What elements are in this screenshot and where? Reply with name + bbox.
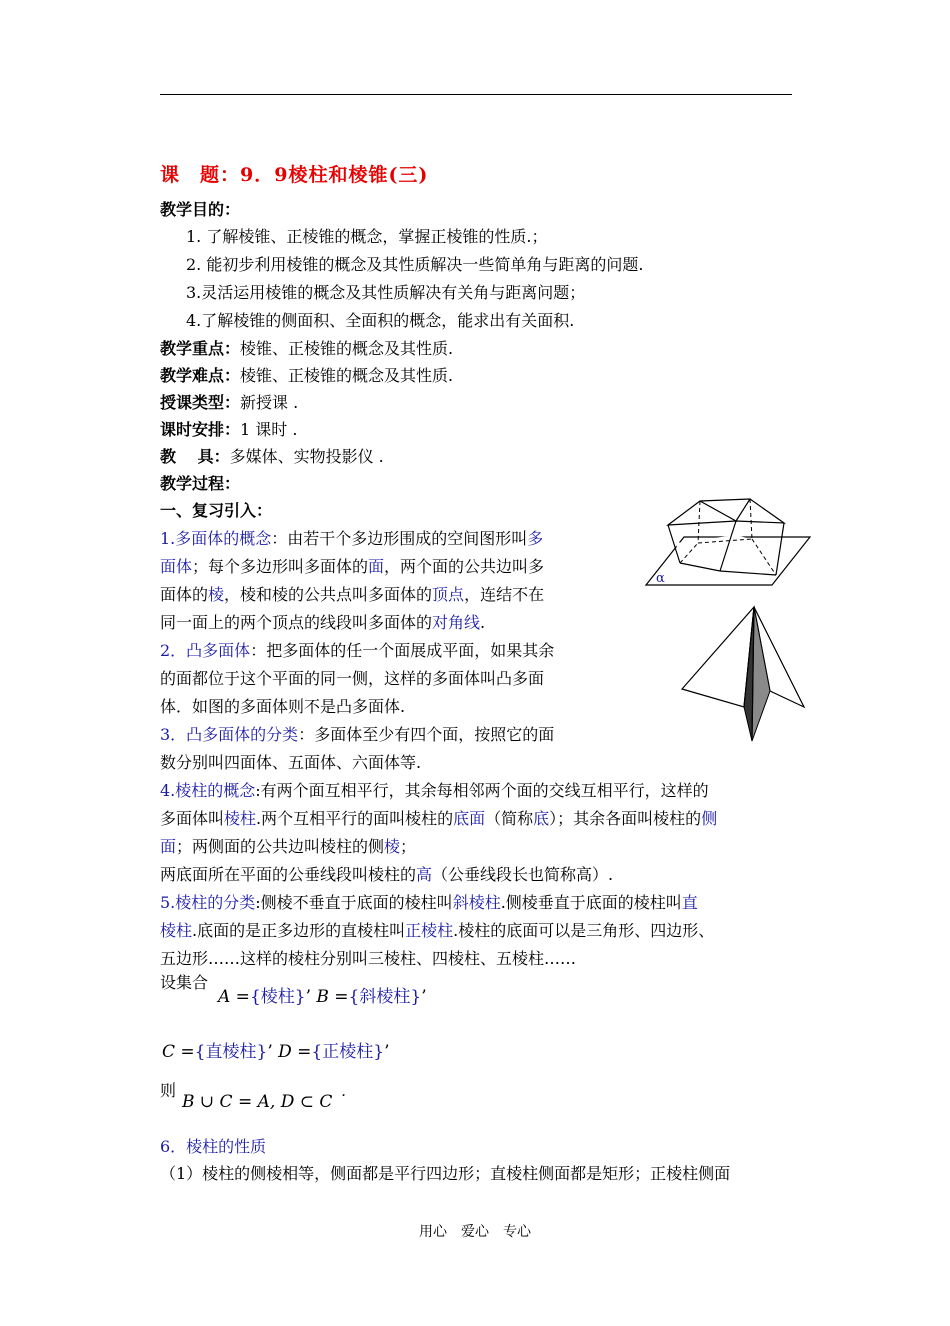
p4-text-2e: （简称 [485, 809, 534, 828]
process [160, 474, 240, 494]
set-C-D-expression: C ={直棱柱}’ D ={正棱柱}’ [162, 1042, 390, 1062]
p4-text-3d: ； [400, 837, 417, 856]
header-rule [160, 94, 792, 95]
page-footer: 用心 爱心 专心 [419, 1224, 531, 1240]
p2-line-1 [160, 641, 554, 661]
p5-term-oblique: 斜棱柱 [452, 893, 501, 912]
difficulty-label: 教学难点： [160, 366, 241, 385]
plane-label: α [656, 571, 665, 586]
teaching-aids-value: 多媒体、实物投影仪 . [229, 447, 384, 466]
p5-head: 5.棱柱的分类 [160, 893, 256, 912]
p4-text-3b: ；两侧面的公共边叫棱柱的侧 [176, 837, 385, 856]
p3-head: 3．凸多面体的分类 [160, 725, 299, 744]
schedule-label: 课时安排： [160, 420, 241, 439]
teaching-aids [160, 447, 384, 467]
p1-line-4 [160, 613, 485, 633]
then-label: 则 [160, 1081, 177, 1100]
p6-line-1: （1）棱柱的侧棱相等，侧面都是平行四边形；直棱柱侧面都是矩形；正棱柱侧面 [160, 1164, 731, 1183]
goal-item-1: 1. 了解棱锥、正棱锥的概念，掌握正棱锥的性质.； [186, 227, 548, 246]
p1-term-edge: 棱 [208, 585, 225, 604]
set-A-symbol: A [218, 987, 231, 1007]
p4-text-2c: .两个互相平行的面叫棱柱的 [256, 809, 454, 828]
p5-text-2b: .底面的是正多边形的直棱柱叫 [192, 921, 406, 940]
set-D-content: {正棱柱} [311, 1042, 385, 1062]
set-relation-text: B ∪ C = A, D ⊂ C [182, 1092, 333, 1112]
p1-text-3c: ，棱和棱的公共点叫多面体的 [224, 585, 433, 604]
goal-item-4: 4.了解棱锥的侧面积、全面积的概念，能求出有关面积. [186, 311, 575, 330]
goal-item-3: 3.灵活运用棱锥的概念及其性质解决有关角与距离问题； [186, 283, 586, 302]
p5-text-2d: .棱柱的底面可以是三角形、四边形、 [453, 921, 715, 940]
p1-text-3a: 面体的 [160, 585, 209, 604]
p5-line-2 [160, 921, 714, 941]
p4-text-4c: （公垂线段长也简称高）. [432, 865, 614, 884]
p4-text-1: :有两个面互相平行，其余每相邻两个面的交线互相平行，这样的 [255, 781, 709, 800]
p3-text-1: ：多面体至少有四个面，按照它的面 [298, 725, 555, 744]
section-review-heading: 一、复习引入： [160, 501, 273, 520]
teaching-aids-label: 教 具： [160, 447, 230, 466]
set-A-B-expression: A ={棱柱}’ B ={斜棱柱}’ [218, 987, 427, 1007]
p1-term: 多面体的概念 [175, 529, 272, 548]
set-relation: B ∪ C = A, D ⊂ C ˙ [182, 1092, 347, 1112]
lesson-type [160, 393, 298, 413]
nonconvex-solid-figure [678, 603, 808, 745]
p4-line-2 [160, 809, 717, 829]
key-points [160, 339, 453, 359]
p1-term-polyhedron-b: 面体 [160, 557, 193, 576]
p2-text-1: ：把多面体的任一个面展成平面，如果其余 [250, 641, 555, 660]
p4-term-base: 底 [533, 809, 550, 828]
p4-text-2g: ）；其余各面叫棱柱的 [549, 809, 702, 828]
key-points-label: 教学重点： [160, 339, 241, 358]
set-B-content: {斜棱柱} [348, 987, 422, 1007]
p5-term-right-a: 直 [681, 893, 698, 912]
p1-text-4a: 同一面上的两个顶点的线段叫多面体的 [160, 613, 433, 632]
p3-line-1 [160, 725, 554, 745]
p5-term-right-b: 棱柱 [160, 921, 193, 940]
p1-line-1 [160, 529, 543, 549]
p4-term-height: 高 [416, 865, 433, 884]
p1-num: 1. [160, 529, 176, 548]
p1-term-vertex: 顶点 [432, 585, 465, 604]
p1-text-2a: ；每个多边形叫多面体的 [192, 557, 369, 576]
p2-line-3: 体．如图的多面体则不是凸多面体. [160, 697, 406, 716]
p2-head: 2．凸多面体 [160, 641, 251, 660]
p5-text-1a: :侧棱不垂直于底面的棱柱叫 [255, 893, 453, 912]
solid-left-face [682, 607, 754, 707]
set-D-symbol: D [278, 1042, 292, 1062]
polyhedron-on-plane-figure [640, 493, 815, 598]
p4-text-2a: 多面体叫 [160, 809, 225, 828]
p4-term-lateral-a: 侧 [701, 809, 718, 828]
polyhedron-top-face [668, 499, 784, 525]
p4-line-4 [160, 865, 613, 885]
p1-term-polyhedron-a: 多 [527, 529, 544, 548]
p1-term-face: 面 [368, 557, 385, 576]
p5-line-1 [160, 893, 698, 913]
p3-line-2: 数分别叫四面体、五面体、六面体等. [160, 753, 422, 772]
p4-term-prism: 棱柱 [224, 809, 257, 828]
p1-text-3e: ，连结不在 [464, 585, 545, 604]
p4-head: 4.棱柱的概念 [160, 781, 256, 800]
p2-line-2: 的面都位于这个平面的同一侧，这样的多面体叫凸多面 [160, 669, 545, 688]
goals-heading: 教学目的： [160, 200, 241, 219]
p5-text-1c: .侧棱垂直于底面的棱柱叫 [500, 893, 682, 912]
set-A-content: {棱柱} [249, 987, 306, 1007]
set-C-symbol: C [162, 1042, 176, 1062]
p4-line-1 [160, 781, 709, 801]
set-B-symbol: B [316, 987, 329, 1007]
lesson-title: 课 题：9．9棱柱和棱锥(三) [160, 164, 429, 186]
goal-item-2: 2. 能初步利用棱锥的概念及其性质解决一些简单角与距离的问题. [186, 255, 644, 274]
p1-text-1: ：由若干个多边形围成的空间图形叫 [271, 529, 528, 548]
p4-text-4a: 两底面所在平面的公垂线段叫棱柱的 [160, 865, 417, 884]
p1-line-3 [160, 585, 544, 605]
p1-line-2 [160, 557, 544, 577]
p4-term-lateral-b: 面 [160, 837, 177, 856]
p1-text-2c: ，两个面的公共边叫多 [384, 557, 545, 576]
p4-line-3 [160, 837, 416, 857]
difficulty [160, 366, 453, 386]
p6-head: 6．棱柱的性质 [160, 1137, 267, 1156]
p5-term-regular: 正棱柱 [405, 921, 454, 940]
difficulty-value: 棱锥、正棱锥的概念及其性质. [240, 366, 454, 385]
schedule-value: 1 课时 . [240, 420, 298, 439]
p4-term-lateral-edge: 棱 [384, 837, 401, 856]
p4-term-base-face: 底面 [453, 809, 486, 828]
key-points-value: 棱锥、正棱锥的概念及其性质. [240, 339, 454, 358]
p1-text-4c: . [480, 613, 486, 632]
p1-term-diagonal: 对角线 [432, 613, 481, 632]
sets-intro: 设集合 [160, 973, 209, 992]
set-C-content: {直棱柱} [194, 1042, 268, 1062]
lesson-type-value: 新授课 . [240, 393, 299, 412]
lesson-type-label: 授课类型： [160, 393, 241, 412]
p5-line-3: 五边形……这样的棱柱分别叫三棱柱、四棱柱、五棱柱…… [160, 949, 577, 968]
schedule [160, 420, 297, 440]
process-label: 教学过程： [160, 474, 241, 493]
